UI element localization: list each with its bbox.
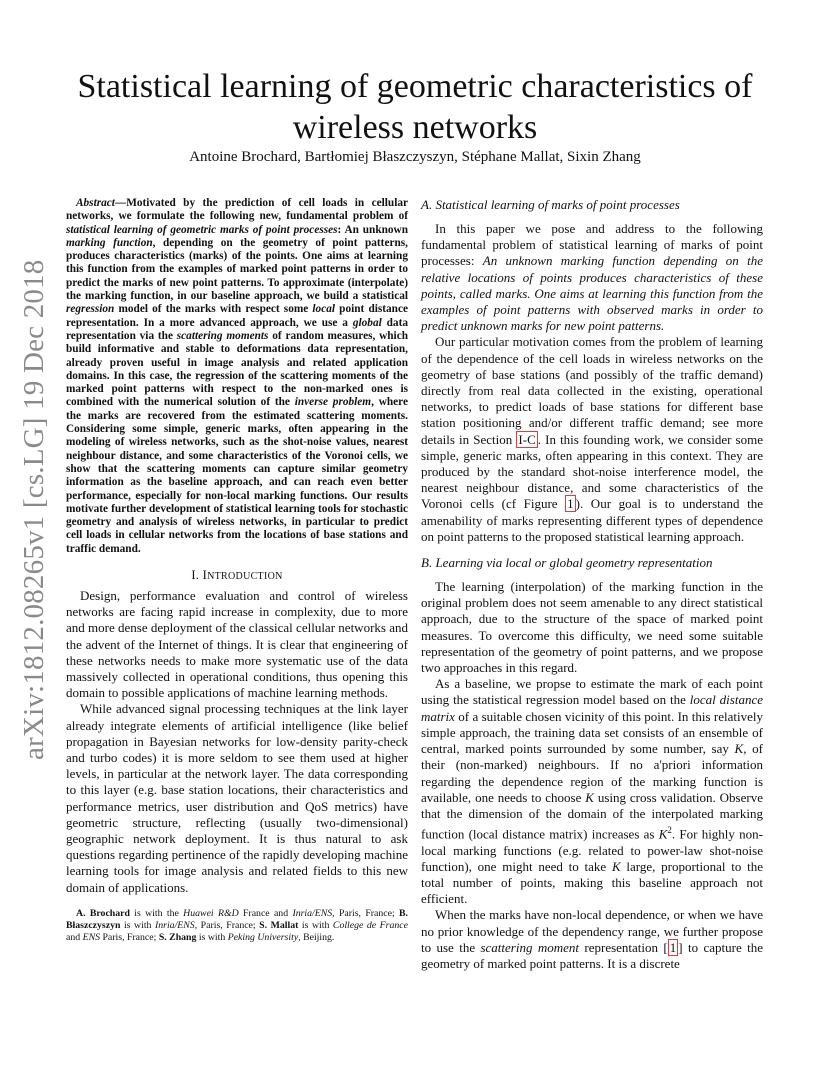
abstract-text: , depending on the geometry of point patterns, produces characteristics (marks) of the points. One aims at learning this function from the examples of marked point patterns in order to predict the marks of new point patterns. To approximate (interpolate) the marking function, in our baseline approach, we build a statistical bbox=[66, 236, 408, 303]
section-title-rest: NTRODUCTION bbox=[207, 571, 283, 583]
paragraph-text: Our particular motivation comes from the problem of learning of the dependence of the cell loads in wireless networks on the geometry of base stations (and possibly of the traffic demand) directly from real data collected in the existing, operational networks, to predict loads of base stations for different base station positioning and/or different traffic demand; see more details in Section bbox=[421, 334, 763, 447]
emphasized-term: scattering moment bbox=[480, 939, 580, 955]
abstract-text: : An unknown bbox=[337, 223, 408, 236]
footnote-text: and bbox=[66, 931, 83, 943]
figure-reference-link[interactable]: 1 bbox=[567, 496, 574, 512]
paragraph-text: In this paper we pose and address to the following fundamental problem of statistical learning of marks of point processes: bbox=[421, 221, 763, 269]
paragraph-text: to capture the geometry of marked point patterns. It is a discrete bbox=[421, 939, 763, 972]
footnote-text: , Paris, France; bbox=[194, 919, 260, 931]
paragraph-text: large, proportional to the total number of points, making this baseline approach not efficient. bbox=[421, 858, 763, 907]
section-number: I. bbox=[191, 568, 200, 583]
subsection-heading-b: B. Learning via local or global geometry representation bbox=[421, 555, 713, 571]
paragraph-text: When the marks have non-local dependence, or when we have no prior knowledge of the dependency range, we further propose to use the bbox=[421, 907, 763, 955]
math-exponent: 2 bbox=[667, 825, 672, 836]
abstract-lead: Abstract bbox=[76, 197, 115, 209]
arxiv-identifier: arXiv:1812.08265v1 [cs.LG] 19 Dec 2018 bbox=[18, 259, 50, 760]
section-a-paragraph-2 bbox=[421, 334, 763, 545]
math-variable: K bbox=[658, 826, 668, 842]
section-title-initial: I bbox=[202, 568, 208, 583]
problem-statement: An unknown marking function depending on the relative locations of points produces characteristics of these points, called marks. One aims at learning this function from the examples of point patterns with observed marks in order to predict unknown marks for new point patterns. bbox=[421, 253, 763, 334]
paragraph-text: . In this founding work, we consider some simple, generic marks, often appearing in this context. They are produced by the standard shot-noise interference model, the nearest neighbour distance, and some characteristics of the Voronoi cells (cf Figure bbox=[421, 431, 763, 512]
intro-paragraph-2: While advanced signal processing techniques at the link layer already integrate elements of artificial intelligence (like belief propagation in Bayesian networks for low-density parity-check and turbo codes) it is more seldom to see them used at higher levels, in particular at the network layer. The data corresponding to this layer (e.g. base station locations, their characteristics and performance metrics, user distribution and QoS metrics) have geometric structure, reflecting (usually two-dimensional) geographic network deployment. It is thus natural to ask questions regarding pertinence of the rapidly developing machine learning tools for image analysis and related fields to this new domain of applications. bbox=[66, 701, 408, 895]
footnote-separator bbox=[66, 896, 408, 908]
math-variable: K bbox=[611, 858, 621, 874]
abstract-text: model of the marks with respect some bbox=[114, 303, 313, 316]
affiliation: Inria/ENS bbox=[154, 919, 195, 931]
affiliation: Inria/ENS bbox=[292, 907, 333, 919]
paragraph-text: As a baseline, we propse to estimate the mark of each point using the statistical regression model based on the bbox=[421, 676, 763, 708]
abstract-emphasis: scattering moments bbox=[176, 329, 269, 342]
paragraph-text: of a suitable chosen vicinity of this point. In this relatively simple approach, the training data set consists of an ensemble of central, marked points surrounded by some number, say bbox=[421, 708, 763, 757]
math-variable: K bbox=[585, 789, 594, 805]
footnote-text: France and bbox=[238, 907, 293, 919]
footnote-text: is with bbox=[298, 919, 333, 931]
intro-paragraph-1: Design, performance evaluation and control of wireless networks are facing rapid increase in complexity, due to more and more dense deployment of the classical cellular networks and the advent of the Internet of things. It is clear that engineering of these networks needs to make more systematic use of the data massively collected in operational conditions, thus opening this domain to possible applications of machine learning methods. bbox=[66, 588, 408, 701]
abstract-emphasis: global bbox=[352, 316, 382, 329]
paragraph-text: . For highly non-local marking functions (e.g. related to power-law shot-noise function), one might need to take bbox=[421, 826, 763, 874]
math-variable: K bbox=[734, 741, 744, 757]
affiliation: Peking University bbox=[227, 931, 299, 943]
affiliation: College de France bbox=[332, 919, 408, 931]
section-reference-link[interactable]: I-C bbox=[518, 431, 536, 447]
abstract-emphasis: local bbox=[312, 303, 336, 316]
paragraph-text: representation bbox=[579, 939, 664, 955]
abstract-text: point distance representation. In a more advanced approach, we use a bbox=[66, 303, 408, 329]
right-column bbox=[421, 197, 763, 972]
abstract-emphasis: statistical learning of geometric marks of point processes bbox=[66, 223, 338, 236]
paper-title: Statistical learning of geometric characteristics of wireless networks bbox=[77, 68, 753, 146]
section-b-paragraph-3: When the marks have non-local dependence, or when we have no prior knowledge of the dependency range, we further propose to use the scattering moment representation [ 1 ] to capture the geometry of marked point patterns. It is a discrete bbox=[421, 907, 763, 972]
abstract-text: , where the marks are recovered from the estimated scattering moments. Considering some simple, generic marks, often appearing in the modeling of wireless networks, such as the shot-noise values, nearest neighbour distance, and some characteristics of the Voronoi cells, we show that the scattering moments can capture similar geometry information as the baseline approach, and can reach even better performance, especially for non-local marking functions. Our results motivate further development of statistical learning tools for stochastic geometry and analysis of wireless networks, in particular to predict cell loads in cellular networks from the locations of base stations and traffic demand. bbox=[66, 396, 408, 555]
emphasized-term: local distance matrix bbox=[421, 692, 763, 724]
footnote-text: is with bbox=[196, 931, 228, 943]
author-name: B. Błaszczyszyn bbox=[66, 907, 408, 931]
abstract-text: —Motivated by the prediction of cell loads in cellular networks, we formulate the following new, fundamental problem of bbox=[66, 197, 408, 223]
abstract-text: of random measures, which build informative and stable to deformations data representation, already proven useful in image analysis and related application domains. In this case, the regression of the scattering moments of the marked point patterns with respect to the non-marked ones is combined with the numerical solution of the bbox=[66, 329, 408, 409]
abstract-emphasis: regression bbox=[66, 303, 115, 316]
paragraph-text: , of their (non-marked) neighbours. If no a'priori information regarding the dependence region of the marking function is available, one needs to choose bbox=[421, 741, 763, 805]
footnote-text: is with the bbox=[129, 907, 184, 919]
affiliation: ENS bbox=[82, 931, 101, 943]
footnote-text: , Beijing. bbox=[298, 931, 335, 943]
abstract-emphasis: inverse problem bbox=[294, 396, 372, 409]
paragraph-text: ). Our goal is to understand the amenability of marks representing different types of dependence on point patterns to the proposed statistical learning approach. bbox=[421, 496, 763, 544]
section-heading-introduction bbox=[66, 568, 408, 583]
subsection-heading-a: A. Statistical learning of marks of point processes bbox=[421, 197, 680, 212]
author-list: Antoine Brochard, Bartłomiej Błaszczyszyn, Stéphane Mallat, Sixin Zhang bbox=[189, 149, 641, 165]
left-column bbox=[66, 197, 408, 944]
affiliation: Huawei R&D bbox=[183, 907, 239, 919]
section-b-paragraph-1: The learning (interpolation) of the marking function in the original problem does not seem amenable to any direct statistical approach, due to the structure of the space of marked point measures. To overcome this difficulty, we need some suitable representation of the geometry of point patterns, and we propose two approaches in this regard. bbox=[421, 579, 763, 676]
paragraph-text: using cross validation. Observe that the dimension of the domain of the interpolated marking function (local distance matrix) increases as bbox=[421, 789, 763, 842]
citation-link[interactable]: 1 bbox=[669, 939, 677, 955]
author-name: A. Brochard bbox=[76, 907, 130, 919]
author-name: S. Zhang bbox=[158, 931, 197, 943]
section-b-paragraph-2 bbox=[421, 676, 763, 907]
author-affiliations-footnote bbox=[66, 908, 408, 944]
abstract-text: data representation via the bbox=[66, 316, 408, 342]
author-name: S. Mallat bbox=[259, 919, 299, 931]
section-a-paragraph-1 bbox=[421, 221, 763, 334]
footnote-text: , Paris, France; bbox=[332, 907, 400, 919]
footnote-text: Paris, France; bbox=[100, 931, 159, 943]
abstract bbox=[66, 197, 408, 556]
footnote-text: is with bbox=[120, 919, 155, 931]
abstract-emphasis: marking function bbox=[66, 236, 153, 249]
